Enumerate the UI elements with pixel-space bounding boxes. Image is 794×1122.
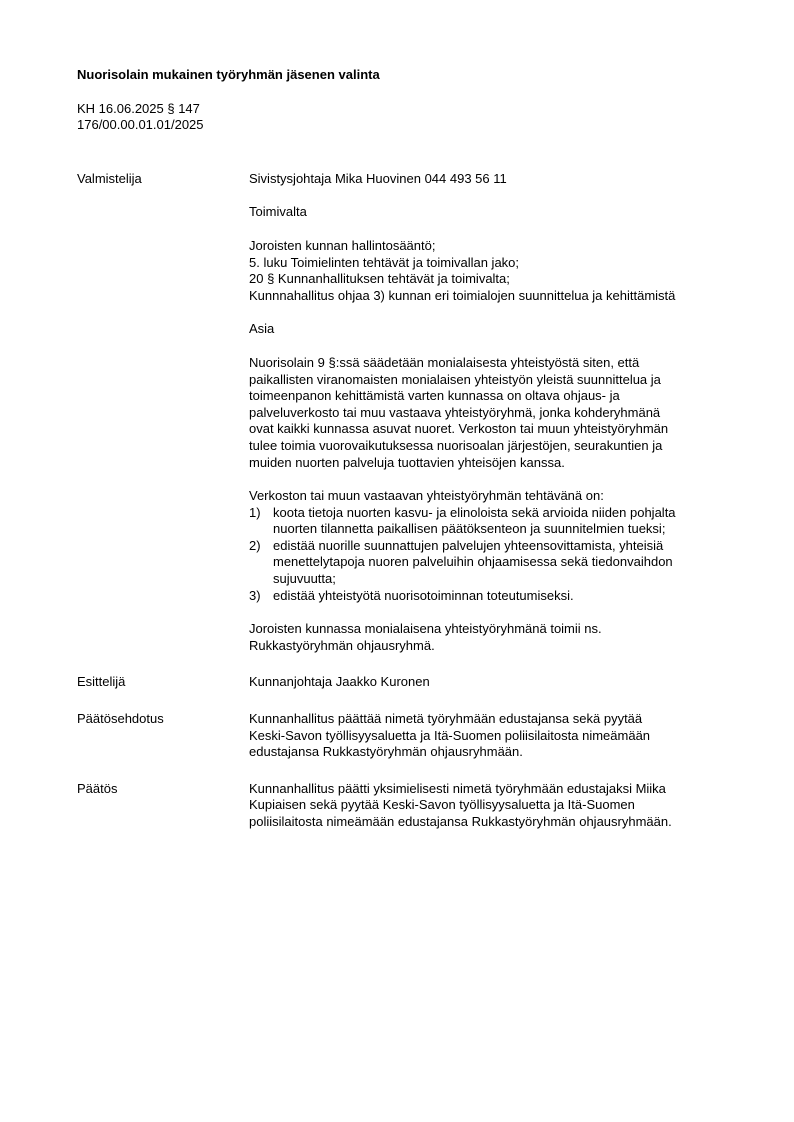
list-item-text	[273, 505, 737, 538]
toimivalta-line: Kunnnahallitus ohjaa 3) kunnan eri toimialojen suunnittelua ja kehittämistä	[249, 287, 676, 303]
tasks-list	[249, 505, 737, 605]
decision-line: Kunnanhallitus päätti yksimielisesti nimetä työryhmään edustajaksi Miika	[249, 780, 666, 796]
document-title: Nuorisolain mukainen työryhmän jäsenen valinta	[77, 67, 380, 82]
section-esittelija	[77, 674, 737, 691]
list-item-number: 3)	[249, 587, 261, 603]
decision-line: Kupiaisen sekä pyytää Keski-Savon työllisyysaluetta ja Itä-Suomen	[249, 797, 635, 813]
document-page	[77, 67, 737, 831]
asia-line: tulee toimia vuorovaikutuksessa nuorisoalan järjestöjen, seurakuntien ja	[249, 437, 663, 453]
list-item-number: 1)	[249, 504, 261, 520]
asia-line: paikallisten viranomaisten monialaisen yhteistyön yleistä suunnittelua ja	[249, 371, 661, 387]
preparer-name: Sivistysjohtaja Mika Huovinen 044 493 56 11	[249, 170, 507, 186]
proposal-line: Keski-Savon työllisyysaluetta ja Itä-Suomen poliisilaitosta nimeämään	[249, 727, 651, 743]
section-label: Päätös	[77, 780, 118, 796]
asia-paragraph	[249, 355, 737, 471]
list-item-line: menettelytapoja nuoren palveluihin ohjaamisessa sekä tiedonvaihdon	[273, 554, 673, 570]
asia-line: Nuorisolain 9 §:ssä säädetään monialaisesta yhteistyöstä siten, että	[249, 354, 640, 370]
section-label: Päätösehdotus	[77, 711, 164, 727]
section-content	[249, 711, 737, 761]
list-item-line: nuorten tilannetta paikallisen päätöksenteon ja suunnitelmien tueksi;	[273, 521, 666, 537]
section-content	[249, 171, 737, 655]
list-item-text	[273, 538, 737, 588]
section-content	[249, 781, 737, 831]
list-item-line: sujuvuutta;	[273, 571, 336, 587]
list-item-number: 2)	[249, 537, 261, 553]
tasks-intro: Verkoston tai muun vastaavan yhteistyöryhmän tehtävänä on:	[249, 488, 604, 504]
asia-line: toimeenpanon kehittämistä varten kunnassa on oltava ohjaus- ja	[249, 388, 620, 404]
section-valmistelija	[77, 171, 737, 655]
list-item	[249, 588, 737, 605]
toimivalta-line: 20 § Kunnanhallituksen tehtävät ja toimivalta;	[249, 271, 510, 287]
list-item-line: koota tietoja nuorten kasvu- ja elinoloista sekä arvioida niiden pohjalta	[273, 504, 676, 520]
section-label: Esittelijä	[77, 674, 126, 690]
meta-block	[77, 101, 737, 134]
asia-line: muiden nuorten palveluja tuottavien yhteisöjen kanssa.	[249, 454, 565, 470]
section-content	[249, 674, 737, 691]
meeting-reference: KH 16.06.2025 § 147	[77, 100, 200, 116]
presenter-name: Kunnanjohtaja Jaakko Kuronen	[249, 674, 430, 690]
list-item	[249, 505, 737, 538]
record-number: 176/00.00.01.01/2025	[77, 117, 204, 133]
section-paatos	[77, 781, 737, 831]
section-paatosehdotus	[77, 711, 737, 761]
list-item-line: edistää yhteistyötä nuorisotoiminnan toteutumiseksi.	[273, 587, 574, 603]
proposal-line: edustajansa Rukkastyöryhmän ohjausryhmään.	[249, 744, 523, 760]
toimivalta-heading: Toimivalta	[249, 204, 307, 220]
list-item-line: edistää nuorille suunnattujen palvelujen yhteensovittamista, yhteisiä	[273, 537, 664, 553]
decision-line: poliisilaitosta nimeämään edustajansa Rukkastyöryhmän ohjausryhmään.	[249, 814, 672, 829]
toimivalta-line: 5. luku Toimielinten tehtävät ja toimivallan jako;	[249, 254, 520, 270]
section-label: Valmistelija	[77, 170, 142, 186]
closing-line: Joroisten kunnassa monialaisena yhteistyöryhmänä toimii ns.	[249, 621, 602, 637]
closing-line: Rukkastyöryhmän ohjausryhmä.	[249, 637, 435, 653]
asia-heading: Asia	[249, 321, 275, 337]
list-item	[249, 538, 737, 588]
list-item-text	[273, 588, 737, 605]
asia-line: palveluverkosto tai muu vastaava yhteistyöryhmä, jonka kohderyhmänä	[249, 404, 661, 420]
proposal-line: Kunnanhallitus päättää nimetä työryhmään edustajansa sekä pyytää	[249, 711, 643, 727]
asia-line: ovat kaikki kunnassa asuvat nuoret. Verkoston tai muun yhteistyöryhmän	[249, 421, 669, 437]
toimivalta-line: Joroisten kunnan hallintosääntö;	[249, 237, 436, 253]
